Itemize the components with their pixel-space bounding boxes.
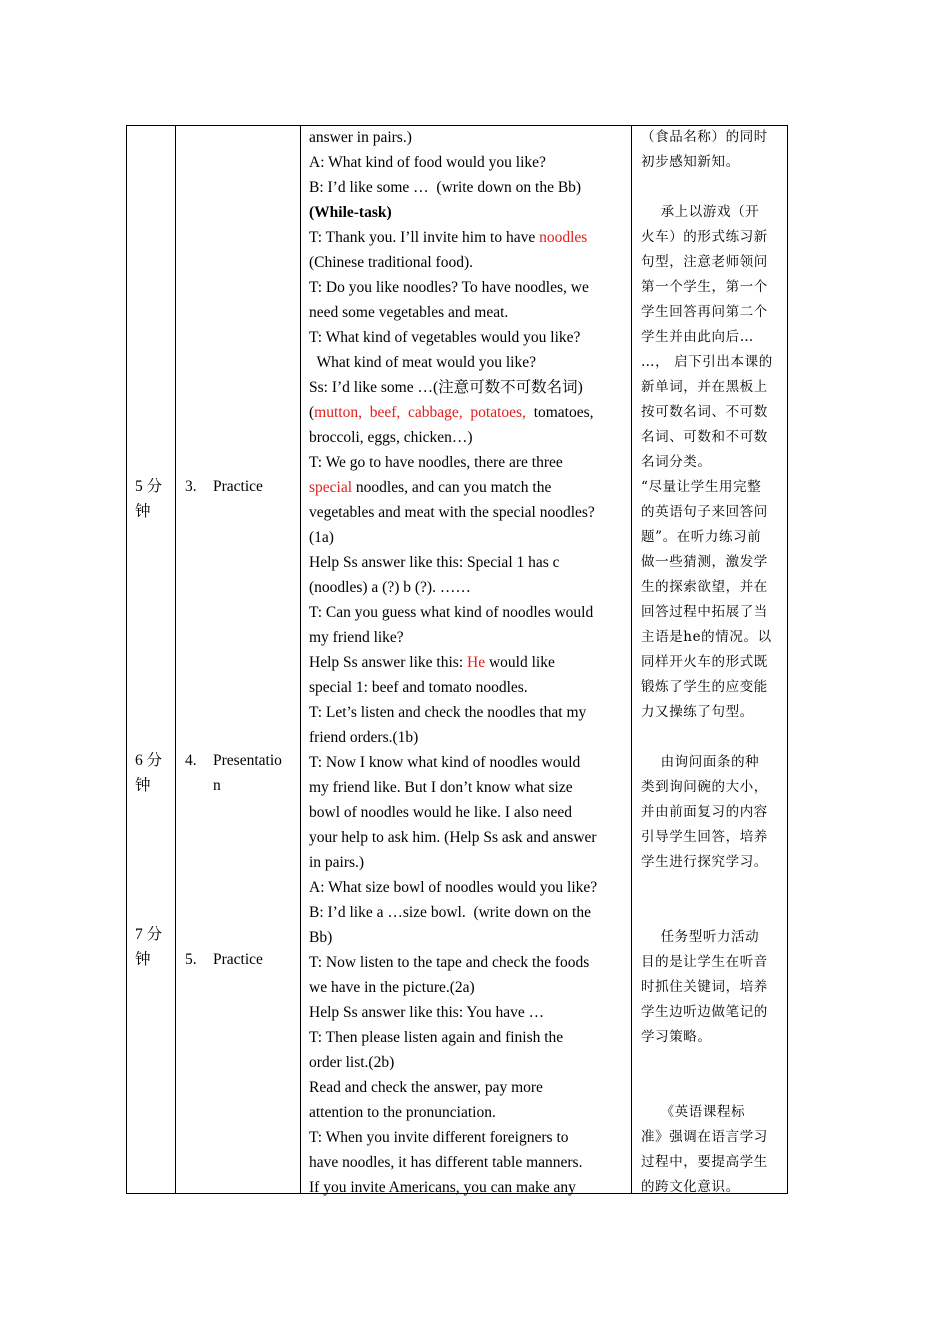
note-line: 力又操练了句型。: [641, 704, 754, 720]
content-line: [309, 800, 572, 825]
note-line: （食品名称）的同时: [641, 129, 768, 145]
content-text: Read and check the answer, pay more: [309, 1079, 543, 1096]
note-line: “尽量让学生用完整: [641, 479, 762, 495]
content-text: T: Then please listen again and finish the: [309, 1029, 564, 1046]
time-label: 钟: [135, 951, 151, 968]
content-line: [309, 250, 473, 275]
note-line: 的跨文化意识。: [641, 1179, 740, 1195]
content-text: special 1: beef and tomato noodles.: [309, 679, 528, 696]
content-text: T: Thank you. I’ll invite him to have: [309, 229, 540, 246]
note-line: 学生并由此向后…: [641, 329, 754, 345]
content-text: A: What kind of food would you like?: [309, 154, 546, 171]
step-name-text: n: [213, 777, 221, 794]
content-line: [309, 300, 508, 325]
content-line: [309, 775, 573, 800]
column-divider: [631, 125, 632, 1194]
content-text: Help Ss answer like this:: [309, 654, 467, 671]
time-cell: [135, 748, 162, 798]
content-text: T: Do you like noodles? To have noodles, we: [309, 279, 589, 296]
step-name: [213, 474, 263, 499]
note-line: 过程中，要提高学生: [641, 1154, 768, 1170]
content-line: [309, 875, 597, 900]
content-text: have noodles, it has different table manners.: [309, 1154, 583, 1171]
content-text: What kind of meat would you like?: [309, 354, 536, 371]
time-label: 6 分: [135, 752, 163, 769]
note-line: 火车）的形式练习新: [641, 229, 768, 245]
content-text: T: Now I know what kind of noodles would: [309, 754, 581, 771]
content-line: [309, 850, 364, 875]
content-line: [309, 450, 563, 475]
content-text: friend orders.(1b): [309, 729, 419, 746]
content-text: Help Ss answer like this: Special 1 has c: [309, 554, 560, 571]
note-line: 锻炼了学生的应变能: [641, 679, 768, 695]
time-cell: [135, 474, 162, 524]
content-text: Bb): [309, 929, 333, 946]
content-line: [309, 975, 475, 1000]
content-text: T: Can you guess what kind of noodles would: [309, 604, 594, 621]
note-line: 的英语句子来回答问: [641, 504, 768, 520]
content-line: [309, 425, 473, 450]
content-text: B: I’d like some … (write down on the Bb): [309, 179, 582, 196]
content-text: Ss: I’d like some …(注意可数不可数名词): [309, 379, 583, 396]
content-line: [309, 375, 583, 400]
content-text: would like: [485, 654, 555, 671]
note-line: 新单词，并在黑板上: [641, 379, 768, 395]
content-text: vegetables and meat with the special noodles?: [309, 504, 595, 521]
content-text: T: Now listen to the tape and check the foods: [309, 954, 590, 971]
content-text: (noodles) a (?) b (?). ……: [309, 579, 471, 596]
content-line: [309, 925, 332, 950]
content-text: (While-task): [309, 204, 392, 221]
content-text: in pairs.): [309, 854, 365, 871]
step-name: [213, 947, 263, 972]
content-text: noodles, and can you match the: [352, 479, 552, 496]
content-text: A: What size bowl of noodles would you like?: [309, 879, 598, 896]
content-text: T: Let’s listen and check the noodles that my: [309, 704, 587, 721]
content-line: [309, 475, 551, 500]
content-line: [309, 1125, 569, 1150]
note-line: 按可数名词、不可数: [641, 404, 768, 420]
content-line: [309, 550, 560, 575]
content-text: Help Ss answer like this: You have …: [309, 1004, 545, 1021]
note-line: 做一些猜测，激发学: [641, 554, 768, 570]
step-number: 3.: [185, 478, 197, 495]
content-text: If you invite Americans, you can make any: [309, 1179, 576, 1196]
column-divider: [300, 125, 301, 1194]
note-line: 名词、可数和不可数: [641, 429, 768, 445]
column-divider: [175, 125, 176, 1194]
note-line: 学习策略。: [641, 1029, 712, 1045]
content-line: [309, 225, 587, 250]
note-line: 主语是he的情况。以: [641, 629, 772, 645]
content-line: [309, 600, 593, 625]
content-line: [309, 1175, 576, 1200]
note-line: 学生进行探究学习。: [641, 854, 768, 870]
content-text: your help to ask him. (Help Ss ask and answer: [309, 829, 597, 846]
note-line: 类到询问碗的大小，: [641, 779, 768, 795]
note-line: 回答过程中拓展了当: [641, 604, 768, 620]
content-line: [309, 125, 412, 150]
content-text: T: When you invite different foreigners to: [309, 1129, 569, 1146]
content-text: order list.(2b): [309, 1054, 395, 1071]
content-text: noodles: [539, 229, 588, 246]
note-line: 任务型听力活动: [641, 929, 760, 945]
note-line: 题”。在听力练习前: [641, 529, 762, 545]
step-name-text: Presentatio: [213, 752, 282, 769]
content-line: [309, 175, 581, 200]
content-text: special: [309, 479, 353, 496]
content-line: [309, 1025, 563, 1050]
content-line: [309, 825, 597, 850]
time-label: 5 分: [135, 478, 163, 495]
content-line: [309, 575, 471, 600]
step-name-text: Practice: [213, 951, 263, 968]
content-line: [309, 400, 594, 425]
content-text: He: [467, 654, 486, 671]
note-line: …， 启下引出本课的: [641, 354, 773, 370]
content-line: [309, 700, 586, 725]
content-line: [309, 500, 595, 525]
content-line: [309, 200, 392, 225]
note-line: 第一个学生，第一个: [641, 279, 768, 295]
content-line: [309, 675, 528, 700]
content-text: need some vegetables and meat.: [309, 304, 509, 321]
time-label: 钟: [135, 777, 151, 794]
content-line: [309, 325, 580, 350]
content-line: [309, 625, 404, 650]
note-line: 生的探索欲望，并在: [641, 579, 768, 595]
note-line: 《英语课程标: [641, 1104, 746, 1120]
note-line: 初步感知新知。: [641, 154, 740, 170]
note-line: 同样开火车的形式既: [641, 654, 768, 670]
note-line: 学生回答再问第二个: [641, 304, 768, 320]
time-label: 7 分: [135, 926, 163, 943]
content-text: (1a): [309, 529, 334, 546]
content-line: [309, 1075, 543, 1100]
step-number: 4.: [185, 752, 197, 769]
content-text: T: We go to have noodles, there are three: [309, 454, 563, 471]
content-text: broccoli, eggs, chicken…): [309, 429, 473, 446]
content-line: [309, 650, 555, 675]
content-text: T: What kind of vegetables would you like?: [309, 329, 581, 346]
content-line: [309, 150, 546, 175]
note-line: 时抓住关键词，培养: [641, 979, 768, 995]
note-line: 引导学生回答，培养: [641, 829, 768, 845]
step-name-text: Practice: [213, 478, 263, 495]
note-line: 句型，注意老师领问: [641, 254, 768, 270]
content-line: [309, 525, 334, 550]
content-text: tomatoes,: [525, 404, 594, 421]
content-line: [309, 750, 580, 775]
time-cell: [135, 922, 162, 972]
content-text: answer in pairs.): [309, 129, 412, 146]
content-text: my friend like. But I don’t know what size: [309, 779, 573, 796]
content-line: [309, 1150, 582, 1175]
content-line: [309, 950, 589, 975]
content-text: (Chinese traditional food).: [309, 254, 473, 271]
content-text: attention to the pronunciation.: [309, 1104, 496, 1121]
step-number: 5.: [185, 951, 197, 968]
content-line: [309, 350, 536, 375]
time-label: 钟: [135, 503, 151, 520]
content-text: mutton, beef, cabbage, potatoes,: [314, 404, 526, 421]
content-line: [309, 275, 589, 300]
content-line: [309, 1000, 544, 1025]
content-text: B: I’d like a …size bowl. (write down on the: [309, 904, 591, 921]
content-text: (: [309, 404, 315, 421]
content-line: [309, 1050, 394, 1075]
content-line: [309, 1100, 496, 1125]
note-line: 学生边听边做笔记的: [641, 1004, 768, 1020]
note-line: 并由前面复习的内容: [641, 804, 768, 820]
note-line: 名词分类。: [641, 454, 712, 470]
content-text: bowl of noodles would he like. I also need: [309, 804, 573, 821]
note-line: 目的是让学生在听音: [641, 954, 768, 970]
note-line: 承上以游戏（开: [641, 204, 760, 220]
content-line: [309, 725, 418, 750]
content-text: my friend like?: [309, 629, 404, 646]
note-line: 由询问面条的种: [641, 754, 760, 770]
step-name: [213, 748, 282, 798]
content-line: [309, 900, 591, 925]
content-text: we have in the picture.(2a): [309, 979, 475, 996]
note-line: 准》强调在语言学习: [641, 1129, 768, 1145]
